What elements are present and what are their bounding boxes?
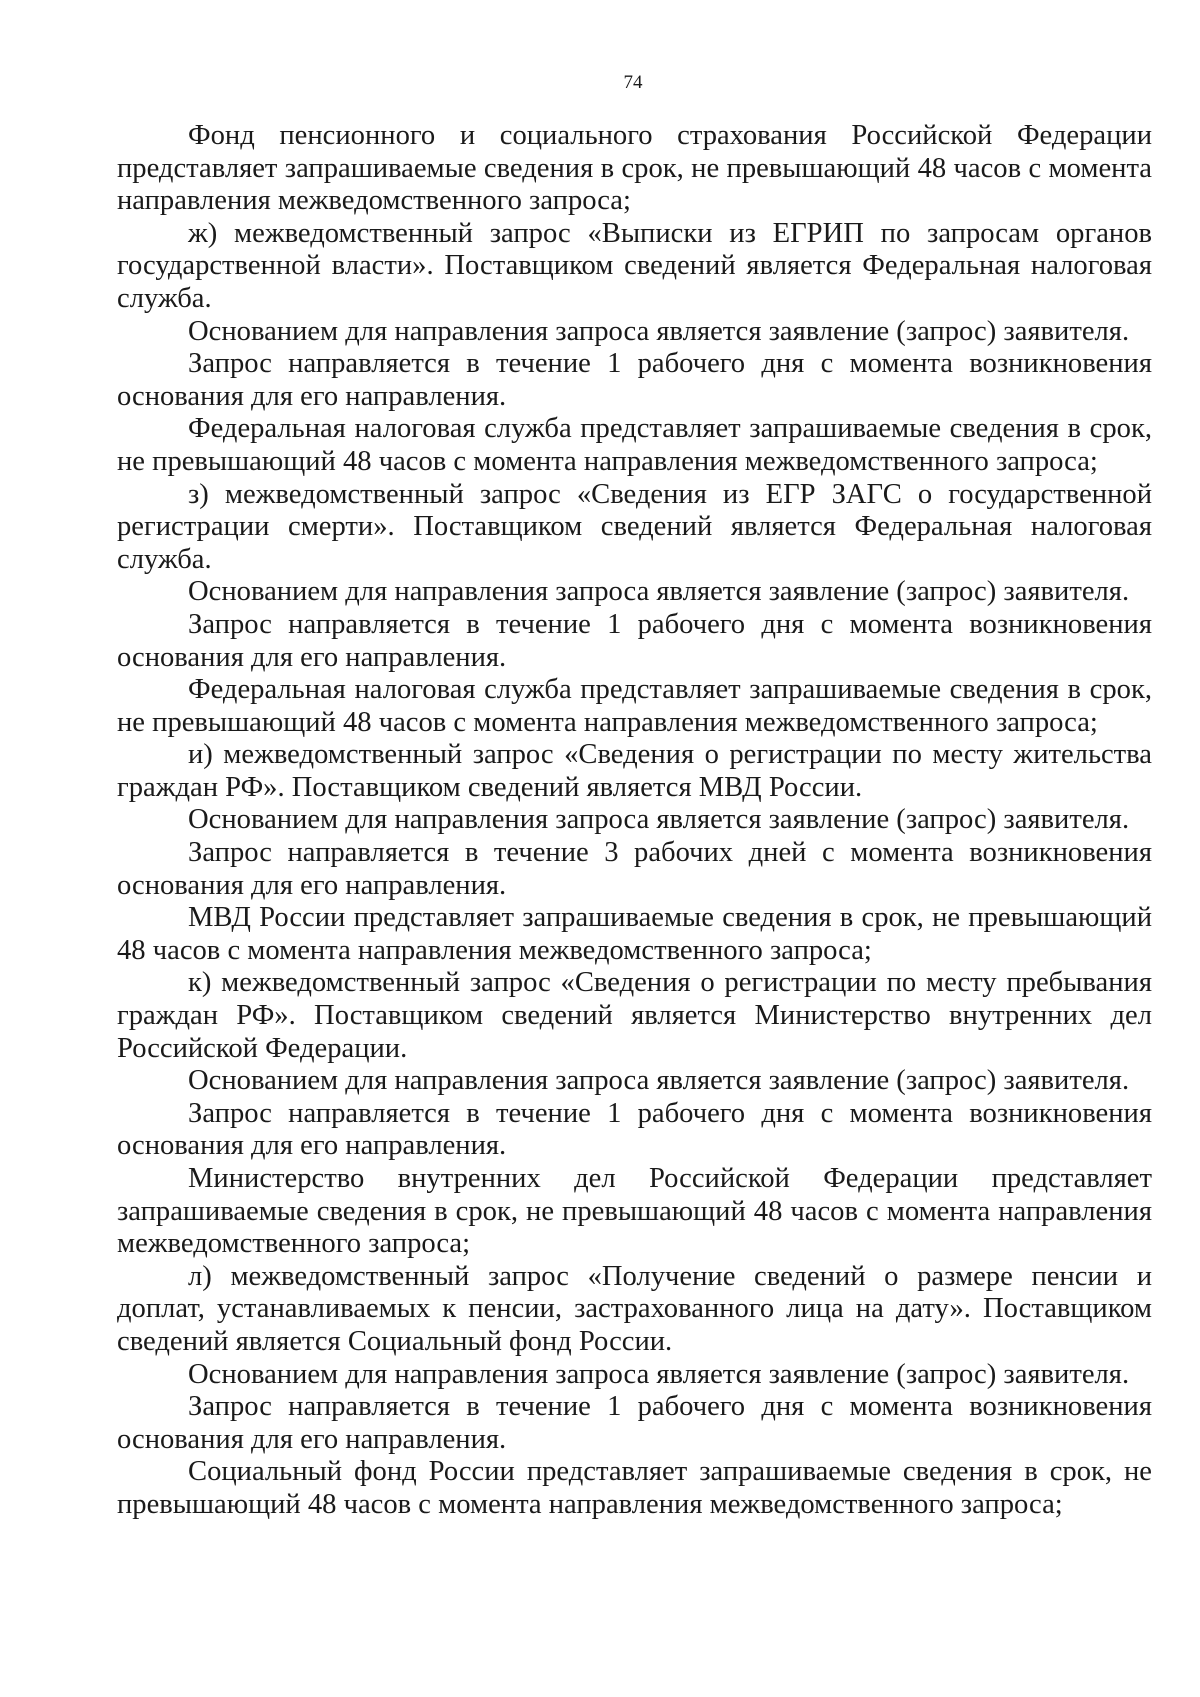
paragraph: Запрос направляется в течение 1 рабочего дня с момента возникновения основания для его направления.	[117, 608, 1152, 673]
paragraph: Основанием для направления запроса является заявление (запрос) заявителя.	[188, 1358, 1130, 1390]
page-number: 74	[623, 72, 643, 93]
list-item-i-residence-request: и) межведомственный запрос «Сведения о регистрации по месту жительства граждан РФ». Поставщиком сведений является МВД России.	[117, 739, 1152, 803]
paragraph: Основанием для направления запроса является заявление (запрос) заявителя.	[188, 804, 1130, 836]
paragraph: Запрос направляется в течение 1 рабочего дня с момента возникновения основания для его направления.	[117, 1391, 1152, 1455]
paragraph: Запрос направляется в течение 3 рабочих дней с момента возникновения основания для его направления.	[117, 837, 1152, 901]
list-item-k-stay-request: к) межведомственный запрос «Сведения о регистрации по месту пребывания граждан РФ». Поставщиком сведений является Министерство внутренних дел Российской Федерации.	[117, 967, 1152, 1064]
paragraph: Федеральная налоговая служба представляет запрашиваемые сведения в срок, не превышающий 48 часов с момента направления межведомственного запроса;	[117, 674, 1152, 738]
paragraph: Фонд пенсионного и социального страхования Российской Федерации представляет запрашиваемые сведения в срок, не превышающий 48 часов с момента направления межведомственного запроса;	[117, 120, 1152, 217]
paragraph: Основанием для направления запроса является заявление (запрос) заявителя.	[188, 1065, 1130, 1097]
list-item-z-zags-request: з) межведомственный запрос «Сведения из ЕГР ЗАГС о государственной регистрации смерти». Поставщиком сведений является Федеральная налоговая служба.	[117, 478, 1152, 575]
paragraph: Запрос направляется в течение 1 рабочего дня с момента возникновения основания для его направления.	[117, 348, 1152, 412]
paragraph: МВД России представляет запрашиваемые сведения в срок, не превышающий 48 часов с момента направления межведомственного запроса;	[117, 902, 1152, 966]
paragraph: Основанием для направления запроса является заявление (запрос) заявителя.	[188, 576, 1130, 608]
list-item-l-pension-request: л) межведомственный запрос «Получение сведений о размере пенсии и доплат, устанавливаемых к пенсии, застрахованного лица на дату». Поставщиком сведений является Социальный фонд России.	[117, 1260, 1152, 1357]
paragraph: Основанием для направления запроса является заявление (запрос) заявителя.	[188, 315, 1130, 347]
paragraph: Федеральная налоговая служба представляет запрашиваемые сведения в срок, не превышающий 48 часов с момента направления межведомственного запроса;	[117, 413, 1152, 477]
list-item-zh-egrip-request: ж) межведомственный запрос «Выписки из ЕГРИП по запросам органов государственной власти». Поставщиком сведений является Федеральная налоговая служба.	[117, 217, 1152, 314]
paragraph: Министерство внутренних дел Российской Федерации представляет запрашиваемые сведения в срок, не превышающий 48 часов с момента направления межведомственного запроса;	[117, 1163, 1152, 1260]
document-body	[117, 120, 1152, 1522]
paragraph: Запрос направляется в течение 1 рабочего дня с момента возникновения основания для его направления.	[117, 1097, 1152, 1162]
paragraph: Социальный фонд России представляет запрашиваемые сведения в срок, не превышающий 48 часов с момента направления межведомственного запроса;	[117, 1456, 1152, 1520]
